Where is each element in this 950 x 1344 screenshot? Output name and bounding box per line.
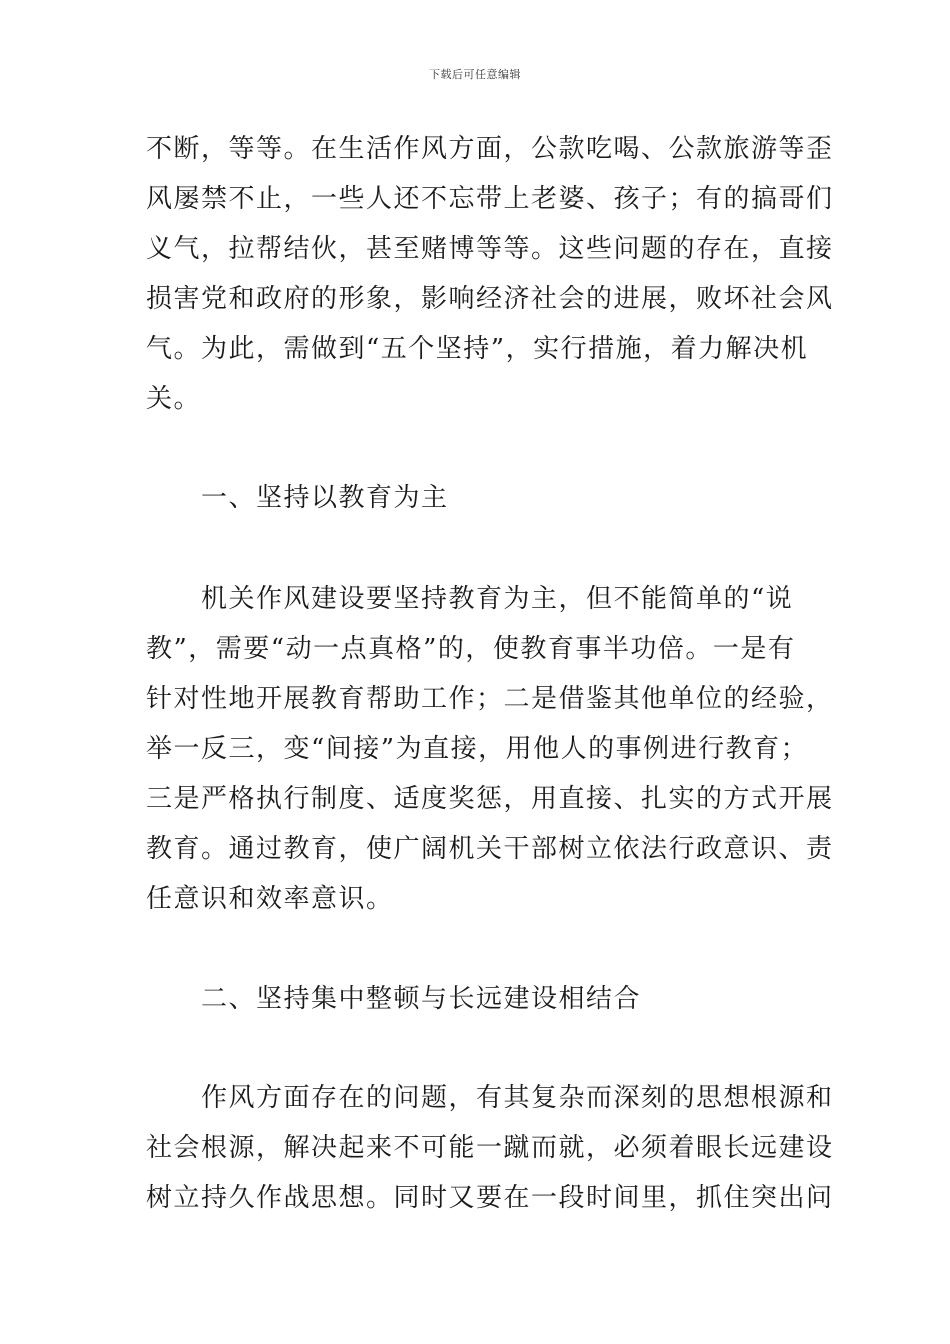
paragraph-line: 教育。通过教育，使广阔机关干部树立依法行政意识、责 <box>146 834 834 864</box>
paragraph-line: 举一反三，变“间接”为直接，用他人的事例进行教育； <box>146 734 809 764</box>
paragraph-line: 树立持久作战思想。同时又要在一段时间里，抓住突出问 <box>146 1183 834 1213</box>
paragraph-line: 关。 <box>146 384 202 414</box>
paragraph-line: 损害党和政府的形象，影响经济社会的进展，败坏社会风 <box>146 284 834 314</box>
section-heading-1: 一、坚持以教育为主 <box>146 483 449 513</box>
paragraph-line: 义气，拉帮结伙，甚至赌博等等。这些问题的存在，直接 <box>146 234 834 264</box>
paragraph-line: 不断，等等。在生活作风方面，公款吃喝、公款旅游等歪 <box>146 134 834 164</box>
page-header-note: 下载后可任意编辑 <box>429 68 521 81</box>
paragraph-line: 三是严格执行制度、适度奖惩，用直接、扎实的方式开展 <box>146 784 834 814</box>
paragraph-line: 作风方面存在的问题，有其复杂而深刻的思想根源和 <box>146 1083 834 1113</box>
paragraph-line: 社会根源，解决起来不可能一蹴而就，必须着眼长远建设 <box>146 1133 834 1163</box>
paragraph-line: 教”，需要“动一点真格”的，使教育事半功倍。一是有 <box>146 634 796 664</box>
paragraph-line: 风屡禁不止，一些人还不忘带上老婆、孩子；有的搞哥们 <box>146 184 834 214</box>
paragraph-line: 任意识和效率意识。 <box>146 884 394 914</box>
paragraph-line: 机关作风建设要坚持教育为主，但不能简单的“说 <box>146 584 794 614</box>
paragraph-line: 针对性地开展教育帮助工作；二是借鉴其他单位的经验， <box>146 684 834 714</box>
paragraph-line: 气。为此，需做到“五个坚持”，实行措施，着力解决机 <box>146 334 809 364</box>
section-heading-2: 二、坚持集中整顿与长远建设相结合 <box>146 984 642 1014</box>
